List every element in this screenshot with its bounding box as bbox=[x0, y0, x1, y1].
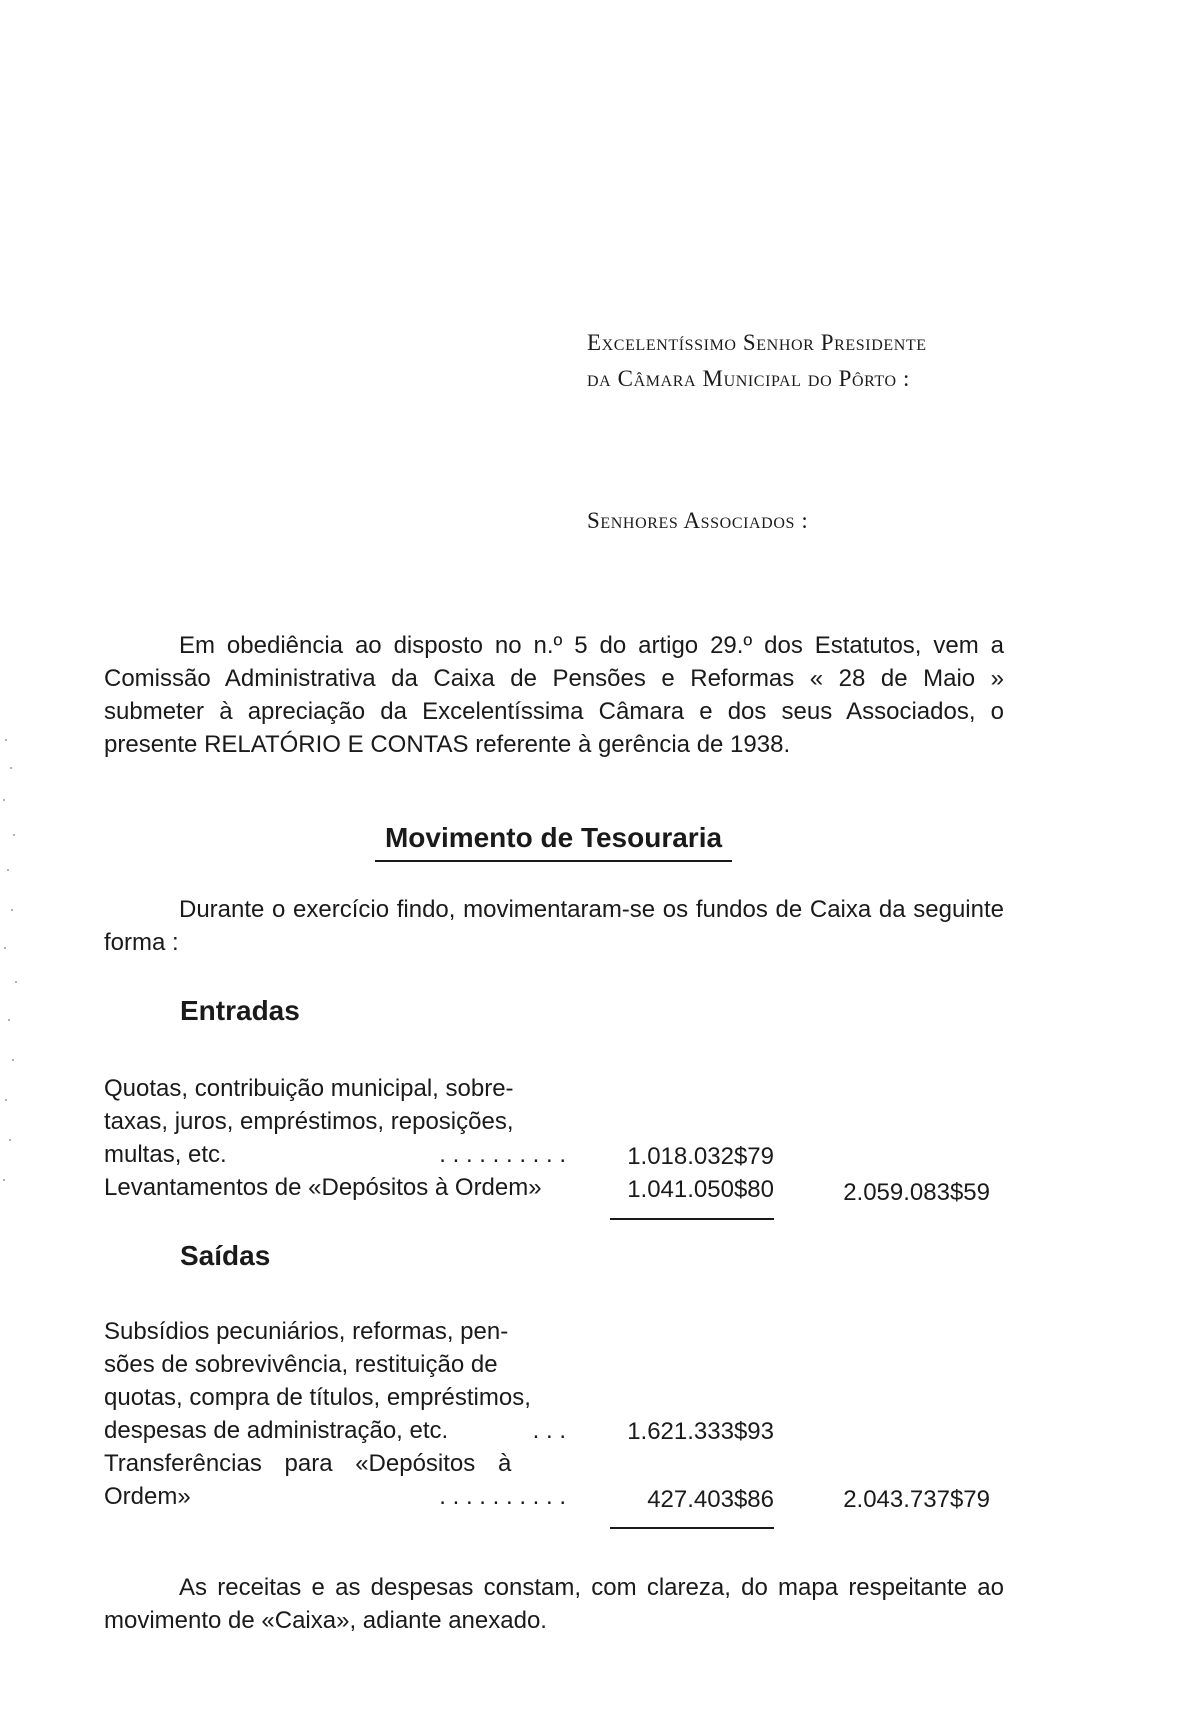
entradas-heading: Entradas bbox=[180, 995, 300, 1026]
salutation: Senhores Associados : bbox=[587, 508, 809, 533]
entradas-item-2-amount: 1.041.050$80 bbox=[627, 1176, 774, 1203]
saidas-item-1-label-end: despesas de administração, etc. bbox=[104, 1417, 449, 1444]
entradas-total: 2.059.083$59 bbox=[843, 1179, 990, 1206]
dot-leader: . . . . . . . . . . bbox=[439, 1483, 566, 1510]
saidas-item-1-line-1: Subsídios pecuniários, reformas, pen- bbox=[104, 1318, 509, 1345]
saidas-item-2-line-1: Transferências para «Depósitos à bbox=[104, 1450, 512, 1477]
saidas-item-1-amount: 1.621.333$93 bbox=[627, 1418, 774, 1445]
addressee-line-1: Excelentíssimo Senhor Presidente bbox=[587, 330, 927, 355]
entradas-item-1-line-3 bbox=[104, 1138, 566, 1171]
dot-leader: . . . . . . . . . . bbox=[439, 1141, 566, 1168]
entradas-item-1 bbox=[104, 1072, 566, 1204]
saidas-item-2-amount: 427.403$86 bbox=[647, 1486, 774, 1513]
saidas-item-2-line-2 bbox=[104, 1480, 566, 1513]
entradas-item-1-line-2: taxas, juros, empréstimos, reposições, bbox=[104, 1108, 514, 1135]
saidas-heading: Saídas bbox=[180, 1240, 271, 1271]
section-intro-paragraph: Durante o exercício findo, movimentaram-se os fundos de Caixa da seguinte forma : bbox=[104, 896, 1004, 956]
entradas-item-1-line-1: Quotas, contribuição municipal, sobre- bbox=[104, 1075, 514, 1102]
saidas-subtotal-rule bbox=[610, 1527, 774, 1529]
saidas-item-1-line-3: quotas, compra de títulos, empréstimos, bbox=[104, 1384, 531, 1411]
saidas-item-1 bbox=[104, 1315, 566, 1513]
scan-noise-marks bbox=[0, 720, 26, 1220]
entradas-item-1-amount: 1.018.032$79 bbox=[627, 1143, 774, 1170]
saidas-item-2-label-end: Ordem» bbox=[104, 1483, 191, 1510]
entradas-item-1-label-end: multas, etc. bbox=[104, 1141, 227, 1168]
addressee-line-2: da Câmara Municipal do Pôrto : bbox=[587, 366, 911, 391]
intro-paragraph: Em obediência ao disposto no n.º 5 do artigo 29.º dos Estatutos, vem a Comissão Administrativa da Caixa de Pensões e Reformas « 28 de Maio » submeter à apreciação da Excelentíssima Câmara e dos seus Associados, o presente RELATÓRIO E CONTAS referente à gerência de 1938. bbox=[104, 632, 1004, 758]
saidas-item-1-line-2: sões de sobrevivência, restituição de bbox=[104, 1351, 498, 1378]
entradas-subtotal-rule bbox=[610, 1218, 774, 1220]
closing-paragraph: As receitas e as despesas constam, com clareza, do mapa respeitante ao movimento de «Caixa», adiante anexado. bbox=[104, 1574, 1004, 1634]
dot-leader: . . . bbox=[532, 1417, 566, 1444]
saidas-item-1-line-4 bbox=[104, 1414, 566, 1447]
saidas-total: 2.043.737$79 bbox=[843, 1486, 990, 1513]
section-title: Movimento de Tesouraria bbox=[375, 822, 732, 862]
entradas-item-2-label: Levantamentos de «Depósitos à Ordem» bbox=[104, 1174, 542, 1201]
